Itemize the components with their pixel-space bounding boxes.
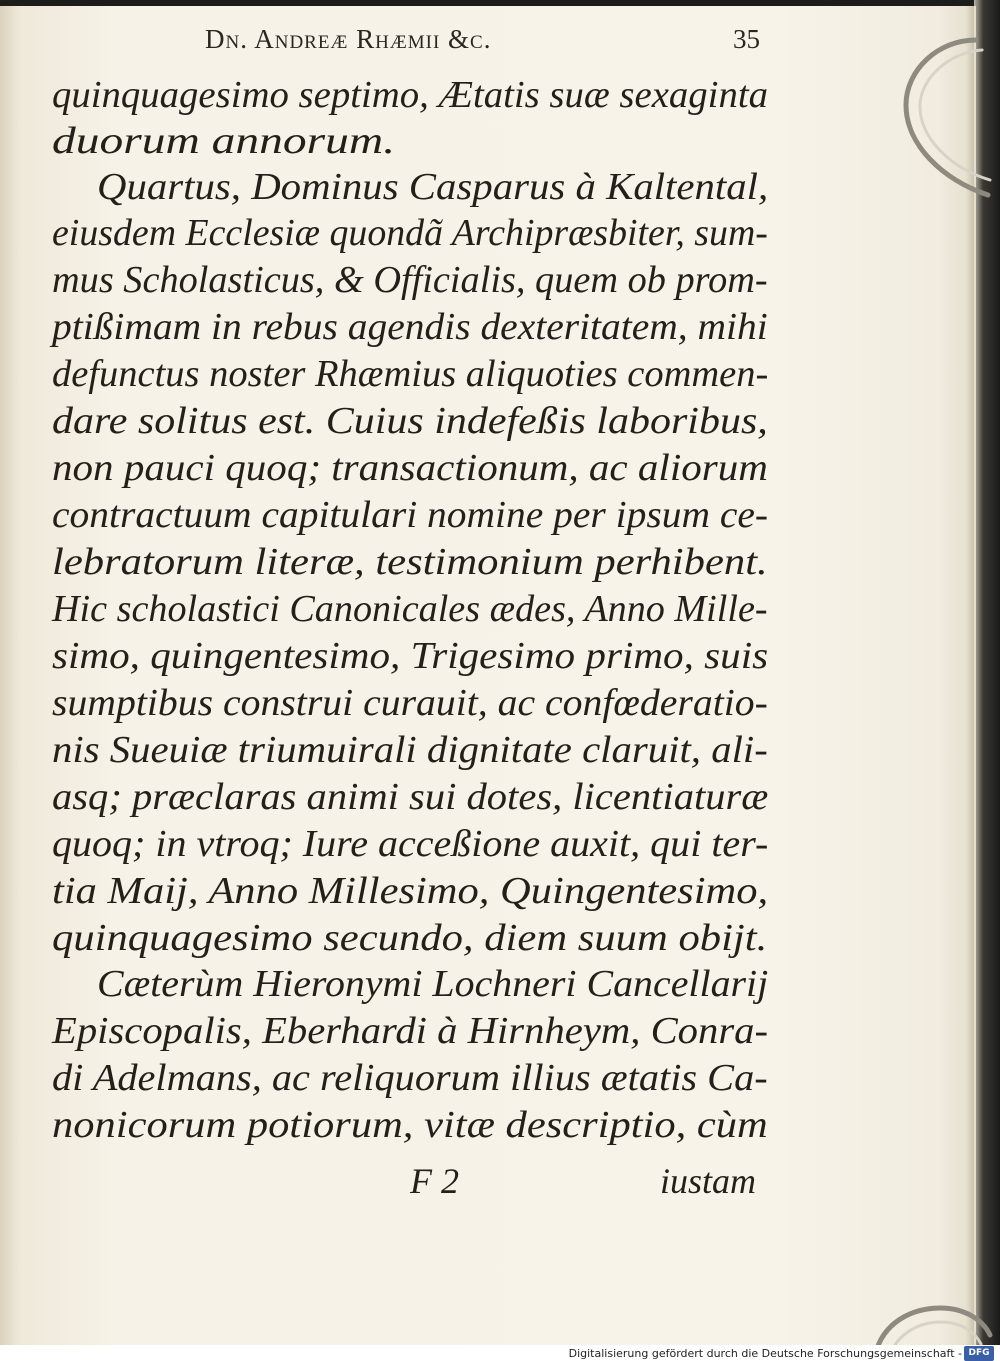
text-line: sumptibus construi curauit, ac confœderatio- <box>52 682 768 724</box>
text-line: dare solitus est. Cuius indefeßis laboribus, <box>52 400 768 442</box>
text-line: di Adelmans, ac reliquorum illius ætatis Ca- <box>52 1057 768 1099</box>
text-line: quinquagesimo septimo, Ætatis suæ sexaginta <box>52 74 768 116</box>
text-line: asq; præclaras animi sui dotes, licentiaturæ <box>52 776 769 818</box>
text-line: Cæterùm Hieronymi Lochneri Cancellarij <box>97 963 769 1005</box>
text-line: non pauci quoq; transactionum, ac aliorum <box>52 447 768 489</box>
text-line: Episcopalis, Eberhardi à Hirnheym, Conra- <box>52 1010 769 1052</box>
text-line: Hic scholastici Canonicales ædes, Anno Mille- <box>52 588 768 630</box>
text-line: ptißimam in rebus agendis dexteritatem, mihi <box>52 306 768 348</box>
text-line: defunctus noster Rhæmius aliquoties commen- <box>52 353 769 395</box>
text-line: mus Scholasticus, & Officialis, quem ob prom- <box>52 259 768 301</box>
text-line: eiusdem Ecclesiæ quondã Archipræsbiter, sum- <box>52 212 768 254</box>
digitization-credit: Digitalisierung gefördert durch die Deutsche Forschungsgemeinschaft - <box>568 1347 962 1360</box>
signature-mark: F 2 <box>410 1161 459 1201</box>
text-line: simo, quingentesimo, Trigesimo primo, suis <box>52 635 769 677</box>
text-line: tia Maij, Anno Millesimo, Quingentesimo, <box>52 870 769 912</box>
text-line: Quartus, Dominus Casparus à Kaltental, <box>97 166 769 208</box>
running-title: Dn. Andreæ Rhæmii &c. <box>205 24 492 54</box>
text-line: contractuum capitulari nomine per ipsum ce- <box>52 494 769 536</box>
text-line: quinquagesimo secundo, diem suum obijt. <box>52 917 768 959</box>
catchword: iustam <box>660 1161 757 1201</box>
text-line: nonicorum potiorum, vitæ descriptio, cùm <box>52 1104 768 1146</box>
text-line: duorum annorum. <box>52 120 396 162</box>
text-line: lebratorum literæ, testimonium perhibent. <box>52 541 768 583</box>
page-number: 35 <box>733 24 760 54</box>
text-line: nis Sueuiæ triumuirali dignitate claruit, ali- <box>52 729 768 771</box>
dfg-logo-icon: DFG <box>964 1346 994 1361</box>
text-line: quoq; in vtroq; Iure acceßione auxit, qui ter- <box>52 823 769 865</box>
